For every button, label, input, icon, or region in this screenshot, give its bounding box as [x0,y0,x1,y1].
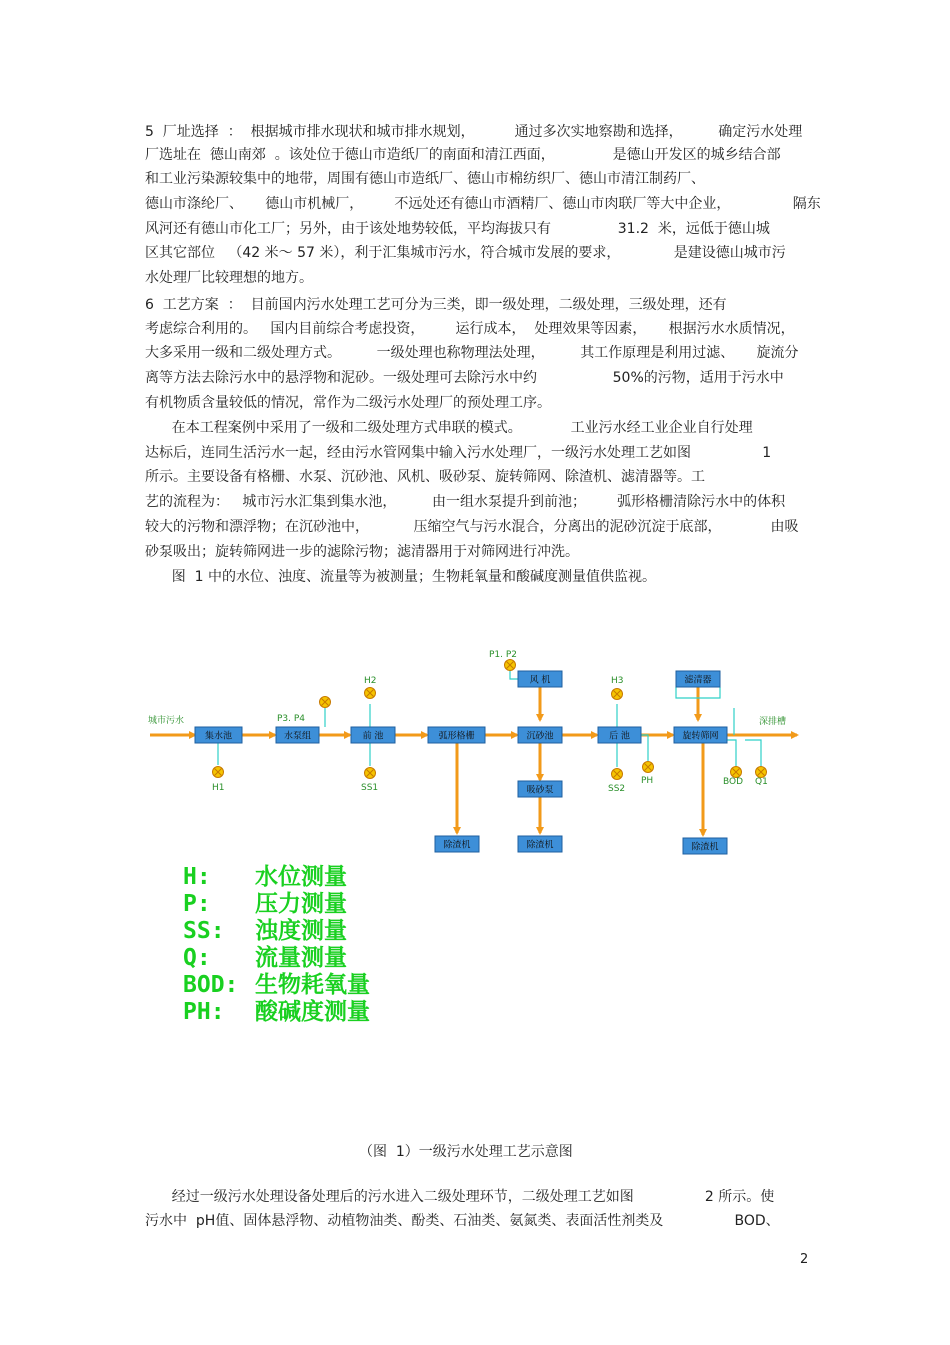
paragraph-line: 在本工程案例中采用了一级和二级处理方式串联的模式。 工业污水经工业企业自行处理 [145,420,753,436]
box-qianchi [351,727,395,743]
box-jishuichi [195,727,242,743]
paragraph-line: 砂泵吸出；旋转筛网进一步的滤除污物；滤清器用于对筛网进行冲洗。 [145,544,579,560]
paragraph-line: 风河还有德山市化工厂；另外，由于该处地势较低，平均海拔只有 31.2 米，远低于德山城 [145,221,770,237]
label-inlet: 城市污水 [148,716,185,726]
legend-desc: 水位测量 [255,864,347,890]
label-ss2: SS2 [608,784,626,794]
svg-text:风 机: 风 机 [529,675,551,686]
sensor-icon [731,767,742,778]
box-chuzhaji-1 [435,836,479,852]
paragraph-line: 所示。主要设备有格栅、水泵、沉砂池、风机、吸砂泵、旋转筛网、除渣机、滤清器等。工 [145,469,705,485]
sensor-icon [365,768,376,779]
sensor-connector [641,735,648,761]
paragraph-line: 有机物质含量较低的情况，常作为二级污水处理厂的预处理工序。 [145,395,551,411]
box-xuanzhuanshaiwang [674,727,727,743]
svg-text:前 池: 前 池 [362,731,384,742]
box-houchi [598,727,641,743]
sensor-icon [213,767,224,778]
box-chuzhaji-3 [683,838,727,854]
box-shuibengzu [276,727,319,743]
paragraph-line: 区其它部位 （42 米～ 57 米），利于汇集城市污水，符合城市发展的要求， 是建设德山城市污 [145,245,786,261]
legend-key: P: [183,891,211,917]
page-number: 2 [800,1252,809,1267]
legend-key: BOD: [183,972,239,998]
legend-key: SS: [183,918,225,944]
legend-key: PH: [183,999,225,1025]
svg-text:除渣机: 除渣机 [443,840,471,851]
legend-key: Q: [183,945,211,971]
label-q1: Q1 [755,777,768,787]
sensor-icon [612,689,623,700]
svg-text:除渣机: 除渣机 [691,842,719,853]
paragraph-line: 大多采用一级和二级处理方式。 一级处理也称物理法处理， 其工作原理是利用过滤、 旋流分 [145,345,799,361]
sensor-icon [505,660,516,671]
sensor-connector [510,670,518,679]
paragraph-line: 达标后，连同生活污水一起，经由污水管网集中输入污水处理厂，一级污水处理工艺如图 1 [145,445,772,461]
legend-desc: 流量测量 [255,945,347,971]
box-lvqingqi [676,671,720,687]
sensor-icon [320,697,331,708]
label-h3: H3 [611,676,624,686]
paragraph-line: 水处理厂比较理想的地方。 [145,270,313,286]
box-huxinggeshan [428,727,485,743]
label-p12: P1. P2 [489,650,518,660]
label-p34: P3. P4 [277,714,306,724]
paragraph-line: 污水中 pH值、固体悬浮物、动植物油类、酚类、石油类、氨氮类、表面活性剂类及 BOD、 [145,1213,780,1229]
label-bod: BOD [723,777,744,787]
box-xishabeng [518,781,562,797]
paragraph-line: 6 工艺方案 ： 目前国内污水处理工艺可分为三类，即一级处理，二级处理，三级处理，还有 [145,297,727,313]
svg-text:水泵组: 水泵组 [283,731,312,742]
label-ph: PH [641,776,654,786]
svg-text:后 池: 后 池 [609,731,630,742]
svg-text:除渣机: 除渣机 [526,840,554,851]
box-fengji [518,671,562,687]
label-ss1: SS1 [361,783,379,793]
paragraph-line: 厂选址在 德山南郊 。该处位于德山市造纸厂的南面和清江西面， 是德山开发区的城乡结合部 [145,147,781,163]
paragraph-line: 经过一级污水处理设备处理后的污水进入二级处理环节，二级处理工艺如图 2 所示。使 [145,1189,775,1205]
legend-desc: 酸碱度测量 [255,999,370,1025]
sensor-icon [756,767,767,778]
label-h2: H2 [364,676,377,686]
sensor-icon [643,762,654,773]
sensor-connector [727,740,736,766]
figure-caption: （图 1）一级污水处理工艺示意图 [359,1144,573,1160]
svg-text:沉砂池: 沉砂池 [526,731,554,742]
sensor-connector [745,740,761,766]
svg-text:弧形格栅: 弧形格栅 [438,731,475,742]
box-chuzhaji-2 [518,836,562,852]
svg-text:集水池: 集水池 [204,731,233,742]
legend-desc: 浊度测量 [255,918,347,944]
sensor-icon [612,769,623,780]
label-outlet: 深排槽 [759,717,787,727]
paragraph-line: 5 厂址选择 ： 根据城市排水现状和城市排水规划， 通过多次实地察勘和选择， 确定污水处理 [145,124,803,140]
svg-text:旋转筛网: 旋转筛网 [682,731,719,742]
paragraph-line: 艺的流程为： 城市污水汇集到集水池， 由一组水泵提升到前池； 弧形格栅清除污水中的体积 [145,494,786,510]
paragraph-line: 图 1 中的水位、浊度、流量等为被测量；生物耗氧量和酸碱度测量值供监视。 [145,569,656,585]
sensor-icon [365,688,376,699]
svg-text:吸砂泵: 吸砂泵 [526,785,554,796]
paragraph-line: 较大的污物和漂浮物；在沉砂池中， 压缩空气与污水混合，分离出的泥砂沉淀于底部， 由吸 [145,519,799,535]
paragraph-line: 离等方法去除污水中的悬浮物和泥砂。一级处理可去除污水中约 50%的污物，适用于污水中 [145,370,784,386]
legend-key: H: [183,864,211,890]
label-h1: H1 [212,783,225,793]
process-flow-diagram [145,590,830,1100]
paragraph-line: 和工业污染源较集中的地带，周围有德山市造纸厂、德山市棉纺织厂、德山市清江制药厂、 [145,171,705,187]
paragraph-line: 德山市涤纶厂、 德山市机械厂， 不远处还有德山市酒精厂、德山市肉联厂等大中企业， 隔东 [145,196,821,212]
paragraph-line: 考虑综合利用的。 国内目前综合考虑投资， 运行成本， 处理效果等因素， 根据污水水质情况， [145,321,795,337]
legend-desc: 生物耗氧量 [255,972,370,998]
box-chenshachi [518,727,562,743]
legend-desc: 压力测量 [255,891,347,917]
svg-text:滤清器: 滤清器 [684,675,712,686]
